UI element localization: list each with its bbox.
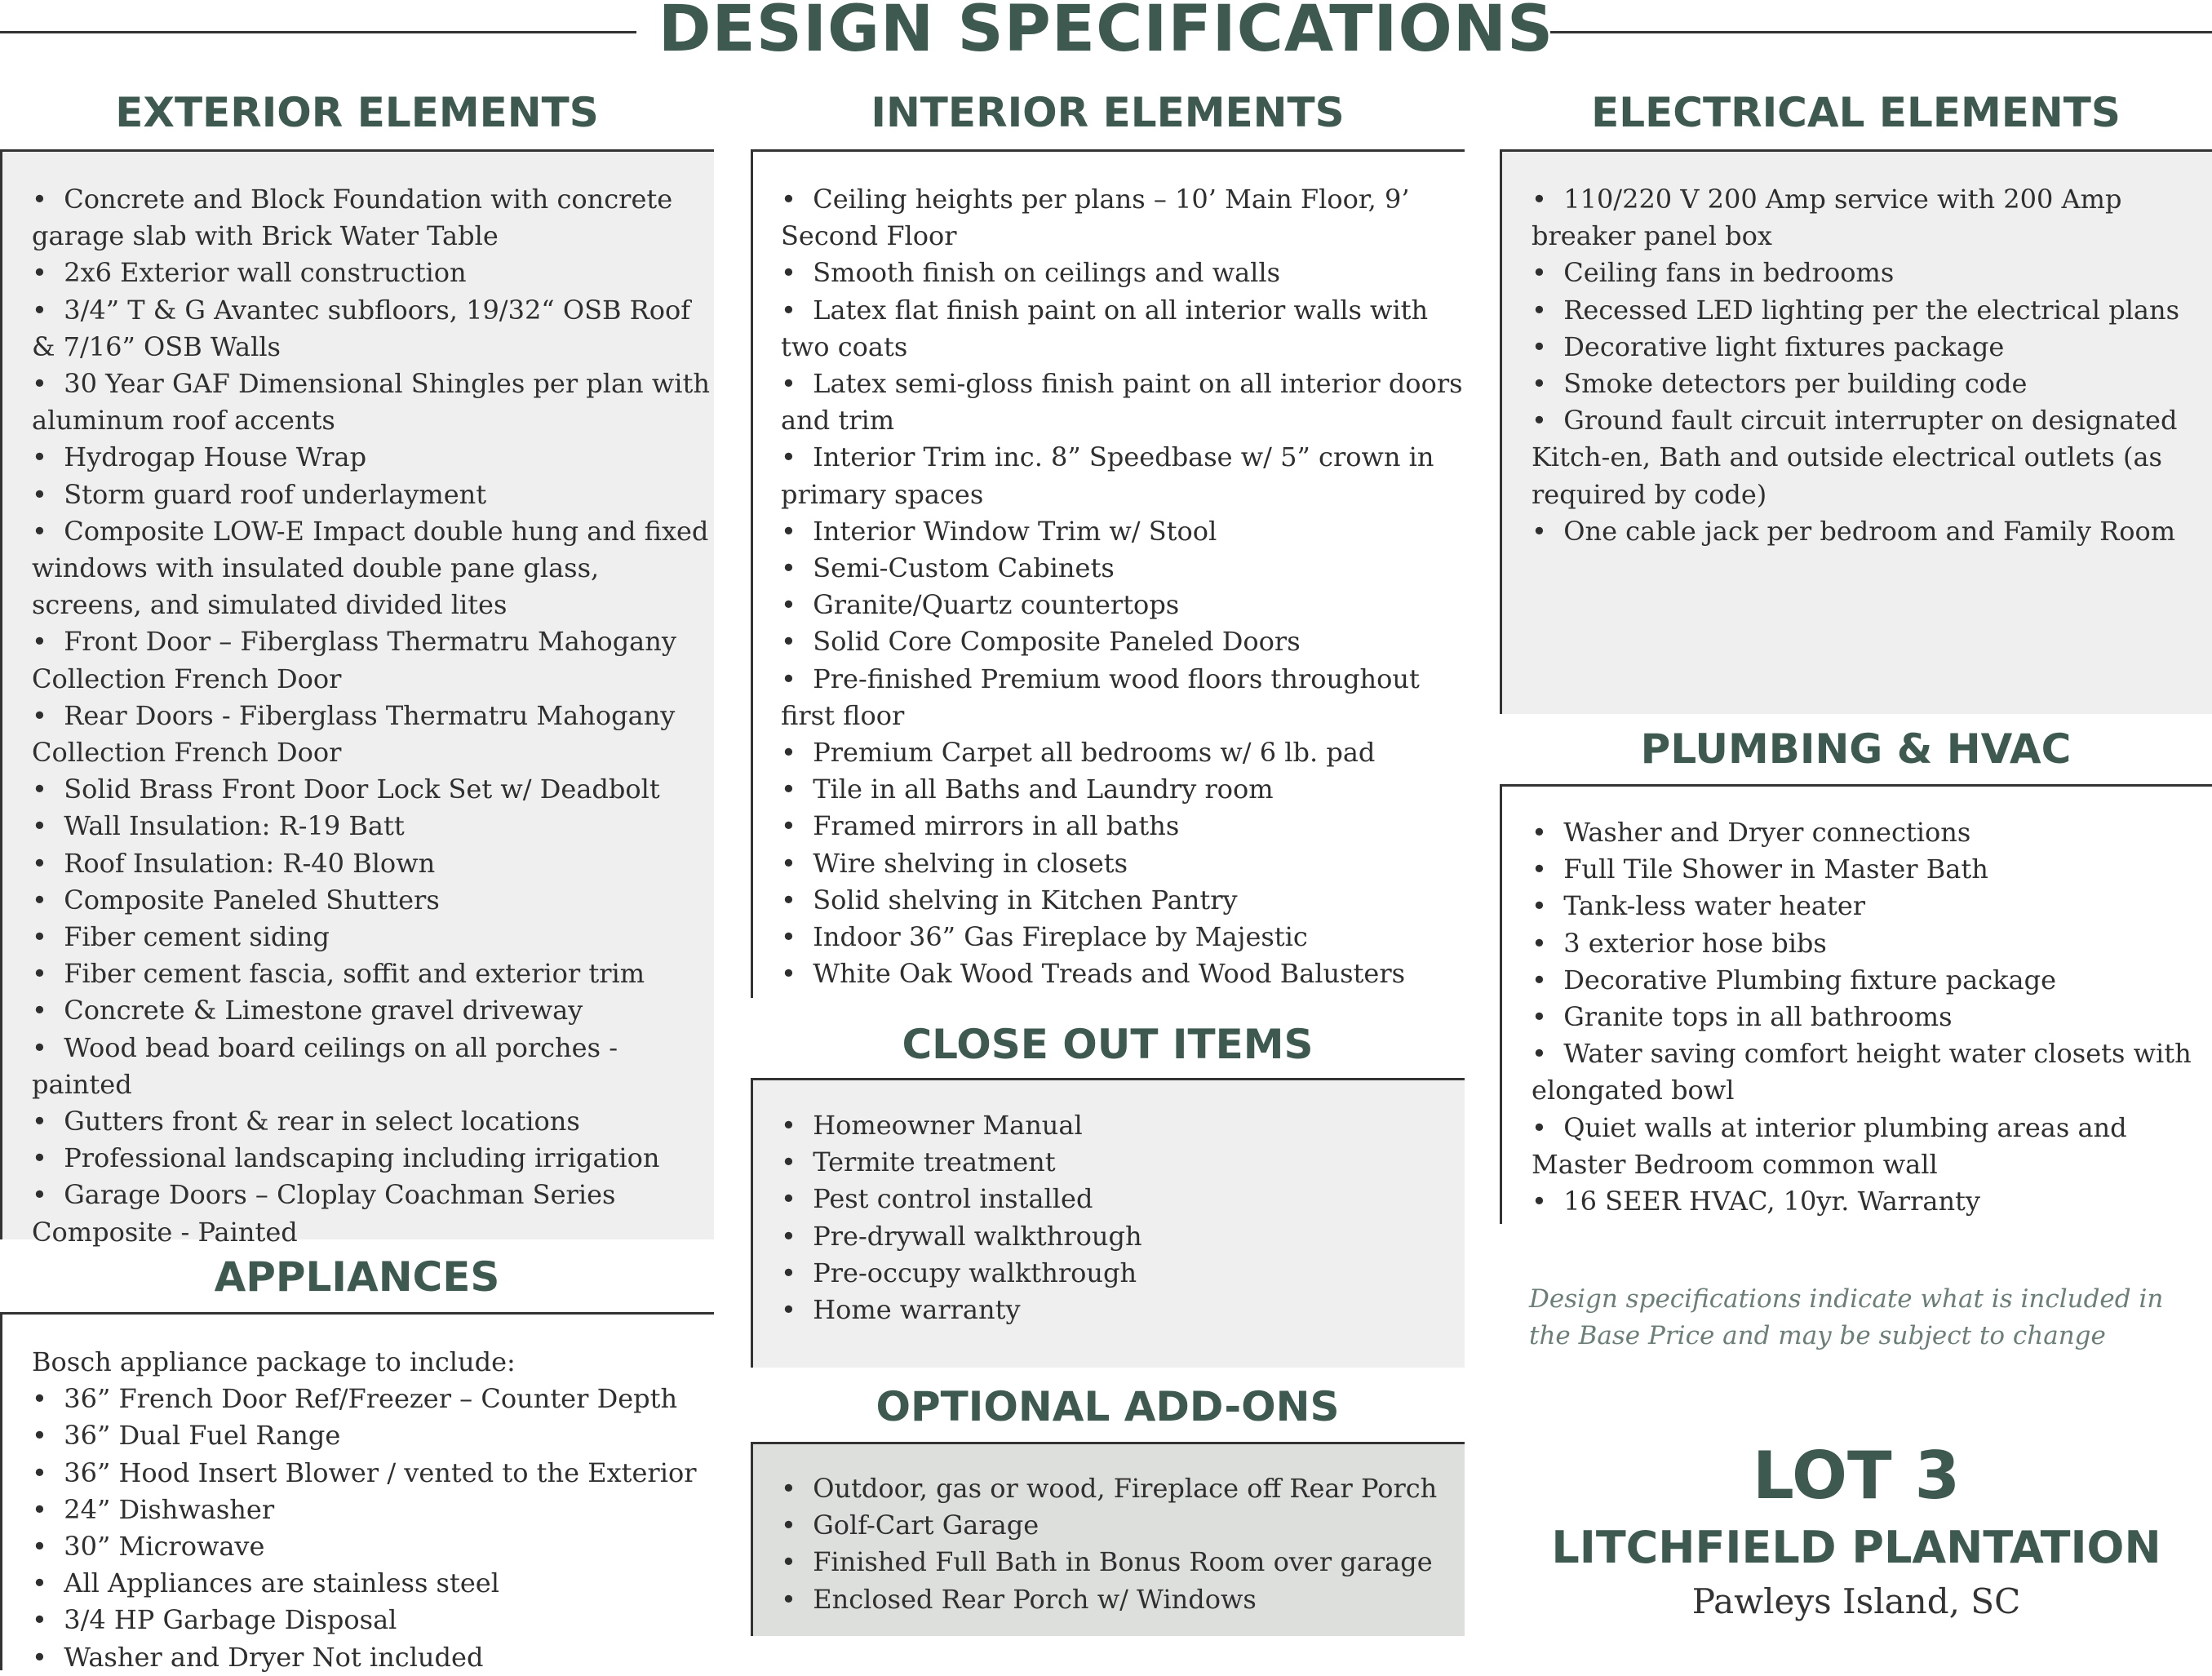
list-item: • 3/4” T & G Avantec subfloors, 19/32“ OSB Roof & 7/16” OSB Walls [32,292,711,366]
list-item: • Front Door – Fiberglass Thermatru Mahogany Collection French Door [32,623,711,697]
list-item: • Latex flat finish paint on all interior walls with two coats [781,292,1465,366]
community-name: LITCHFIELD PLANTATION [1551,1522,2161,1573]
list-item: • Tile in all Baths and Laundry room [781,771,1465,808]
list-item: • All Appliances are stainless steel [32,1565,711,1602]
list-item: • Decorative light fixtures package [1532,329,2212,366]
closeout-title: CLOSE OUT ITEMS [902,1021,1314,1068]
list-item: • Fiber cement siding [32,919,711,955]
interior-box [751,149,1465,998]
plumbing-list [1532,814,2212,1220]
list-item: • Full Tile Shower in Master Bath [1532,851,2212,888]
list-item: • Concrete & Limestone gravel driveway [32,992,711,1029]
list-item: • Pre-occupy walkthrough [781,1255,1465,1292]
list-item: • Golf-Cart Garage [781,1507,1465,1544]
list-item: • Home warranty [781,1292,1465,1328]
list-item: • Granite/Quartz countertops [781,587,1465,623]
list-item: • Hydrogap House Wrap [32,439,711,476]
list-item: • Wood bead board ceilings on all porches - painted [32,1030,711,1103]
addons-title: OPTIONAL ADD-ONS [875,1383,1340,1430]
appliances-list [32,1381,711,1676]
list-item: • Interior Window Trim w/ Stool [781,513,1465,550]
list-item: • 24” Dishwasher [32,1492,711,1528]
list-item: • 2x6 Exterior wall construction [32,255,711,291]
list-item: • Roof Insulation: R-40 Blown [32,845,711,882]
list-item: • Framed mirrors in all baths [781,808,1465,845]
list-item: • Granite tops in all bathrooms [1532,999,2212,1035]
list-item: • Decorative Plumbing fixture package [1532,962,2212,999]
list-item: • Pre-drywall walkthrough [781,1218,1465,1255]
list-item: • Pre-finished Premium wood floors throughout first floor [781,661,1465,734]
list-item: • Interior Trim inc. 8” Speedbase w/ 5” crown in primary spaces [781,439,1465,512]
list-item: • 36” Dual Fuel Range [32,1417,711,1454]
page-title: DESIGN SPECIFICATIONS [658,0,1554,66]
list-item: • Composite LOW-E Impact double hung and fixed windows with insulated double pane glass, screens, and simulated divided lites [32,513,711,624]
list-item: • Semi-Custom Cabinets [781,550,1465,587]
list-item: • 110/220 V 200 Amp service with 200 Amp breaker panel box [1532,181,2212,255]
list-item: • Finished Full Bath in Bonus Room over garage [781,1544,1465,1581]
list-item: • Gutters front & rear in select locations [32,1103,711,1140]
list-item: • Concrete and Block Foundation with concrete garage slab with Brick Water Table [32,181,711,255]
list-item: • Indoor 36” Gas Fireplace by Majestic [781,919,1465,955]
list-item: • White Oak Wood Treads and Wood Balusters [781,955,1465,992]
list-item: • Quiet walls at interior plumbing areas and Master Bedroom common wall [1532,1110,2212,1183]
list-item: • Wall Insulation: R-19 Batt [32,808,711,845]
list-item: • 16 SEER HVAC, 10yr. Warranty [1532,1183,2212,1220]
list-item: • Storm guard roof underlayment [32,477,711,513]
list-item: • Fiber cement fascia, soffit and exterior trim [32,955,711,992]
list-item: • Solid shelving in Kitchen Pantry [781,882,1465,919]
appliances-title: APPLIANCES [214,1253,500,1301]
list-item: • Washer and Dryer connections [1532,814,2212,851]
list-item: • Recessed LED lighting per the electrical plans [1532,292,2212,329]
list-item: • Pest control installed [781,1181,1465,1217]
plumbing-box [1500,784,2212,1224]
exterior-list [32,181,711,1251]
closeout-box [751,1078,1465,1368]
appliances-box [0,1312,714,1673]
electrical-box [1500,149,2212,714]
lot-number: LOT 3 [1752,1438,1961,1514]
interior-title: INTERIOR ELEMENTS [871,89,1345,136]
list-item: • Premium Carpet all bedrooms w/ 6 lb. pad [781,734,1465,771]
list-item: • Professional landscaping including irrigation [32,1140,711,1177]
list-item: • Solid Brass Front Door Lock Set w/ Deadbolt [32,771,711,808]
list-item: • Smooth finish on ceilings and walls [781,255,1465,291]
list-item: • Ceiling fans in bedrooms [1532,255,2212,291]
list-item: • Composite Paneled Shutters [32,882,711,919]
list-item: • 30 Year GAF Dimensional Shingles per plan with aluminum roof accents [32,366,711,439]
closeout-list [781,1107,1465,1328]
disclaimer-text: Design specifications indicate what is included in the Base Price and may be subject to change [1529,1284,2164,1350]
list-item: • Rear Doors - Fiberglass Thermatru Mahogany Collection French Door [32,698,711,771]
list-item: • Ground fault circuit interrupter on designated Kitch-en, Bath and outside electrical outlets (as required by code) [1532,402,2212,513]
list-item: • 36” Hood Insert Blower / vented to the Exterior [32,1455,711,1492]
exterior-title: EXTERIOR ELEMENTS [115,89,599,136]
list-item: • Ceiling heights per plans – 10’ Main Floor, 9’ Second Floor [781,181,1465,255]
list-item: • Tank-less water heater [1532,888,2212,924]
electrical-title: ELECTRICAL ELEMENTS [1591,89,2121,136]
list-item: • One cable jack per bedroom and Family Room [1532,513,2212,550]
list-item: • Garage Doors – Cloplay Coachman Series Composite - Painted [32,1177,711,1250]
location-text: Pawleys Island, SC [1691,1581,2021,1621]
list-item: • Homeowner Manual [781,1107,1465,1144]
list-item: • 3 exterior hose bibs [1532,925,2212,962]
plumbing-title: PLUMBING & HVAC [1640,725,2072,773]
list-item: • Smoke detectors per building code [1532,366,2212,402]
addons-list [781,1470,1465,1618]
list-item: • Washer and Dryer Not included [32,1639,711,1676]
list-item: • 36” French Door Ref/Freezer – Counter Depth [32,1381,711,1417]
electrical-list [1532,181,2212,550]
exterior-box [0,149,714,1248]
list-item: • Latex semi-gloss finish paint on all interior doors and trim [781,366,1465,439]
list-item: • Enclosed Rear Porch w/ Windows [781,1581,1465,1618]
list-item: • Outdoor, gas or wood, Fireplace off Rear Porch [781,1470,1465,1507]
appliances-intro: Bosch appliance package to include: [32,1346,516,1377]
addons-box [751,1442,1465,1636]
list-item: • Water saving comfort height water closets with elongated bowl [1532,1035,2212,1109]
list-item: • 3/4 HP Garbage Disposal [32,1602,711,1638]
interior-list [781,181,1465,992]
list-item: • Solid Core Composite Paneled Doors [781,623,1465,660]
list-item: • 30” Microwave [32,1528,711,1565]
list-item: • Wire shelving in closets [781,845,1465,882]
list-item: • Termite treatment [781,1144,1465,1181]
